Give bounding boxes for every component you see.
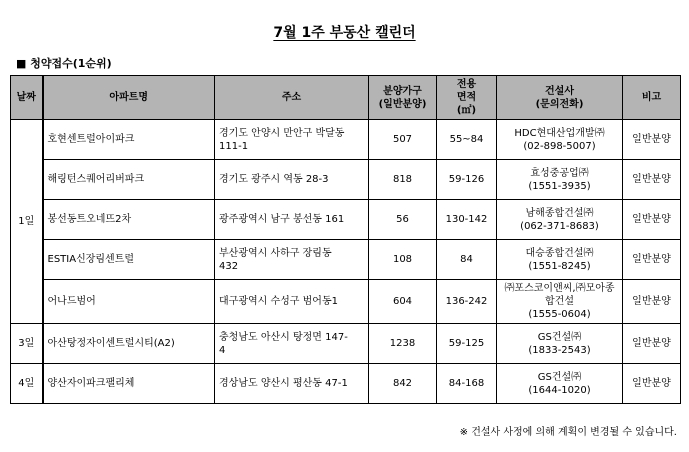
note-cell: 일반분양 [623, 240, 681, 280]
address-cell: 충청남도 아산시 탕정면 147- 4 [215, 324, 369, 364]
area-cell: 55~84 [437, 120, 497, 160]
col-header-date: 날짜 [11, 76, 43, 120]
builder-cell: HDC현대산업개발㈜ (02-898-5007) [497, 120, 623, 160]
builder-cell: GS건설㈜ (1644-1020) [497, 364, 623, 404]
address-cell: 부산광역시 사하구 장림동 432 [215, 240, 369, 280]
address-cell: 경상남도 양산시 평산동 47-1 [215, 364, 369, 404]
units-cell: 108 [369, 240, 437, 280]
apt-name-cell: ESTIA신장림센트럴 [43, 240, 215, 280]
units-cell: 604 [369, 280, 437, 324]
units-cell: 56 [369, 200, 437, 240]
area-cell: 136-242 [437, 280, 497, 324]
area-cell: 84-168 [437, 364, 497, 404]
address-cell: 광주광역시 남구 봉선동 161 [215, 200, 369, 240]
units-cell: 842 [369, 364, 437, 404]
table-row [11, 280, 681, 324]
apt-name-cell: 해링턴스퀘어리버파크 [43, 160, 215, 200]
date-cell: 4일 [11, 364, 43, 404]
footnote: ※ 건설사 사정에 의해 계획이 변경될 수 있습니다. [459, 427, 677, 438]
col-header-area: 전용 면적 (㎡) [437, 76, 497, 120]
apt-name-cell: 아산탕정자이센트럴시티(A2) [43, 324, 215, 364]
area-cell: 59-126 [437, 160, 497, 200]
note-cell: 일반분양 [623, 324, 681, 364]
area-cell: 84 [437, 240, 497, 280]
area-cell: 59-125 [437, 324, 497, 364]
col-header-builder: 건설사 (문의전화) [497, 76, 623, 120]
builder-cell: GS건설㈜ (1833-2543) [497, 324, 623, 364]
builder-cell: 남해종합건설㈜ (062-371-8683) [497, 200, 623, 240]
col-header-address: 주소 [215, 76, 369, 120]
apt-name-cell: 호현센트럴아이파크 [43, 120, 215, 160]
table-row [11, 364, 681, 404]
address-cell: 경기도 안양시 만안구 박달동 111-1 [215, 120, 369, 160]
apt-name-cell: 어나드범어 [43, 280, 215, 324]
note-cell: 일반분양 [623, 364, 681, 404]
section-heading: ■ 청약접수(1순위) [16, 57, 112, 70]
table-row [11, 120, 681, 160]
units-cell: 1238 [369, 324, 437, 364]
header-row [11, 76, 681, 120]
note-cell: 일반분양 [623, 160, 681, 200]
address-cell: 대구광역시 수성구 범어동1 [215, 280, 369, 324]
col-header-note: 비고 [623, 76, 681, 120]
note-cell: 일반분양 [623, 280, 681, 324]
units-cell: 818 [369, 160, 437, 200]
col-header-units: 분양가구 (일반분양) [369, 76, 437, 120]
builder-cell: ㈜포스코이앤씨,㈜모아종 합건설 (1555-0604) [497, 280, 623, 324]
calendar-table [10, 75, 681, 404]
date-cell: 1일 [11, 120, 43, 324]
address-cell: 경기도 광주시 역동 28-3 [215, 160, 369, 200]
table-row [11, 324, 681, 364]
area-cell: 130-142 [437, 200, 497, 240]
table-row [11, 200, 681, 240]
units-cell: 507 [369, 120, 437, 160]
apt-name-cell: 봉선동트오네뜨2차 [43, 200, 215, 240]
page-title: 7월 1주 부동산 캘린더 [273, 25, 416, 41]
note-cell: 일반분양 [623, 200, 681, 240]
builder-cell: 효성중공업㈜ (1551-3935) [497, 160, 623, 200]
table-row [11, 160, 681, 200]
table-row [11, 240, 681, 280]
builder-cell: 대승종합건설㈜ (1551-8245) [497, 240, 623, 280]
note-cell: 일반분양 [623, 120, 681, 160]
date-cell: 3일 [11, 324, 43, 364]
apt-name-cell: 양산자이파크팰리체 [43, 364, 215, 404]
col-header-apt: 아파트명 [43, 76, 215, 120]
